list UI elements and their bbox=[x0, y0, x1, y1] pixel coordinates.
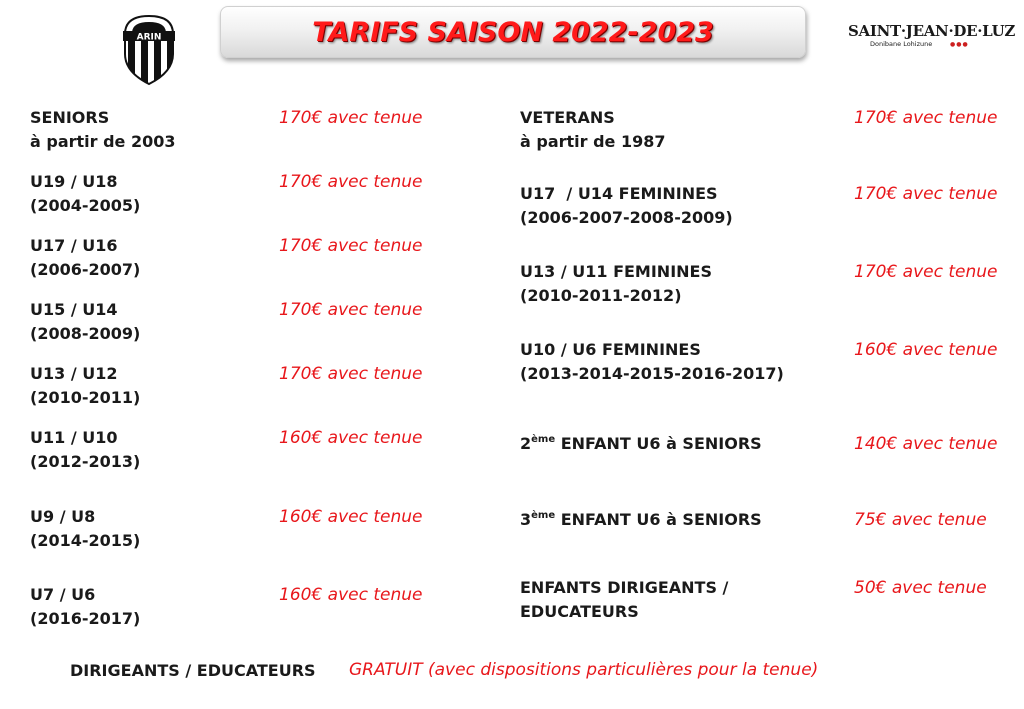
list-item bbox=[30, 505, 140, 553]
price: 170€ avec tenue bbox=[854, 262, 998, 282]
category-name: U7 / U6 bbox=[30, 585, 96, 604]
category-years: (2013-2014-2015-2016-2017) bbox=[520, 364, 784, 383]
list-item bbox=[520, 432, 762, 456]
saint-jean-de-luz-logo bbox=[848, 22, 1016, 54]
list-item bbox=[30, 170, 140, 218]
category-name: U15 / U14 bbox=[30, 300, 118, 319]
list-item bbox=[30, 362, 140, 410]
list-item bbox=[30, 234, 140, 282]
list-item bbox=[520, 260, 712, 308]
footer-category: DIRIGEANTS / EDUCATEURS bbox=[70, 661, 316, 680]
ordinal-suffix: ème bbox=[531, 509, 556, 521]
list-item bbox=[30, 106, 176, 154]
category-name: U17 / U16 bbox=[30, 236, 118, 255]
category-years: à partir de 2003 bbox=[30, 132, 176, 151]
title-banner bbox=[220, 6, 806, 58]
category-years: à partir de 1987 bbox=[520, 132, 666, 151]
logo-arin-text: ARIN bbox=[136, 32, 162, 43]
category-name-cont: EDUCATEURS bbox=[520, 602, 639, 621]
category-name: VETERANS bbox=[520, 108, 615, 127]
category-years: (2004-2005) bbox=[30, 196, 141, 215]
category-name: U17 / U14 FEMININES bbox=[520, 184, 718, 203]
category-years: (2010-2011) bbox=[30, 388, 141, 407]
list-item bbox=[520, 338, 784, 386]
price: 170€ avec tenue bbox=[279, 172, 423, 192]
category-name: SENIORS bbox=[30, 108, 110, 127]
price: 170€ avec tenue bbox=[279, 300, 423, 320]
list-item bbox=[30, 298, 140, 346]
page-title: TARIFS SAISON 2022-2023 bbox=[312, 16, 714, 48]
price: 160€ avec tenue bbox=[854, 340, 998, 360]
category-years: (2008-2009) bbox=[30, 324, 141, 343]
price: 170€ avec tenue bbox=[279, 108, 423, 128]
list-item bbox=[30, 426, 140, 474]
logo-city-subtitle: Donibane Lohizune bbox=[870, 40, 933, 48]
ordinal-suffix: ème bbox=[531, 433, 556, 445]
category-name: ENFANT U6 à SENIORS bbox=[555, 434, 762, 453]
category-name: ENFANTS DIRIGEANTS / bbox=[520, 578, 729, 597]
category-years: (2006-2007-2008-2009) bbox=[520, 208, 733, 227]
logo-dots-icon: ●●● bbox=[950, 41, 969, 48]
price: 75€ avec tenue bbox=[854, 510, 987, 530]
price: 170€ avec tenue bbox=[854, 184, 998, 204]
category-name: U9 / U8 bbox=[30, 507, 96, 526]
logo-city-name: SAINT·JEAN·DE·LUZ bbox=[848, 22, 1016, 40]
price: 170€ avec tenue bbox=[854, 108, 998, 128]
category-name: U10 / U6 FEMININES bbox=[520, 340, 701, 359]
price: 160€ avec tenue bbox=[279, 585, 423, 605]
price: 160€ avec tenue bbox=[279, 428, 423, 448]
price: 50€ avec tenue bbox=[854, 578, 987, 598]
list-item bbox=[30, 583, 140, 631]
price: 170€ avec tenue bbox=[279, 236, 423, 256]
category-years: (2012-2013) bbox=[30, 452, 141, 471]
list-item bbox=[520, 182, 733, 230]
category-years: (2010-2011-2012) bbox=[520, 286, 682, 305]
category-name: U13 / U12 bbox=[30, 364, 118, 383]
footer-price: GRATUIT (avec dispositions particulières pour la tenue) bbox=[349, 660, 819, 680]
price: 170€ avec tenue bbox=[279, 364, 423, 384]
list-item bbox=[520, 576, 728, 624]
price: 140€ avec tenue bbox=[854, 434, 998, 454]
category-name: ENFANT U6 à SENIORS bbox=[555, 510, 762, 529]
list-item bbox=[520, 106, 666, 154]
arin-club-logo bbox=[119, 14, 179, 86]
category-name: U19 / U18 bbox=[30, 172, 118, 191]
category-years: (2014-2015) bbox=[30, 531, 141, 550]
child-number: 3 bbox=[520, 510, 532, 529]
price: 160€ avec tenue bbox=[279, 507, 423, 527]
child-number: 2 bbox=[520, 434, 532, 453]
category-name: U13 / U11 FEMININES bbox=[520, 262, 712, 281]
category-years: (2006-2007) bbox=[30, 260, 141, 279]
list-item bbox=[520, 508, 762, 532]
category-years: (2016-2017) bbox=[30, 609, 141, 628]
category-name: U11 / U10 bbox=[30, 428, 118, 447]
